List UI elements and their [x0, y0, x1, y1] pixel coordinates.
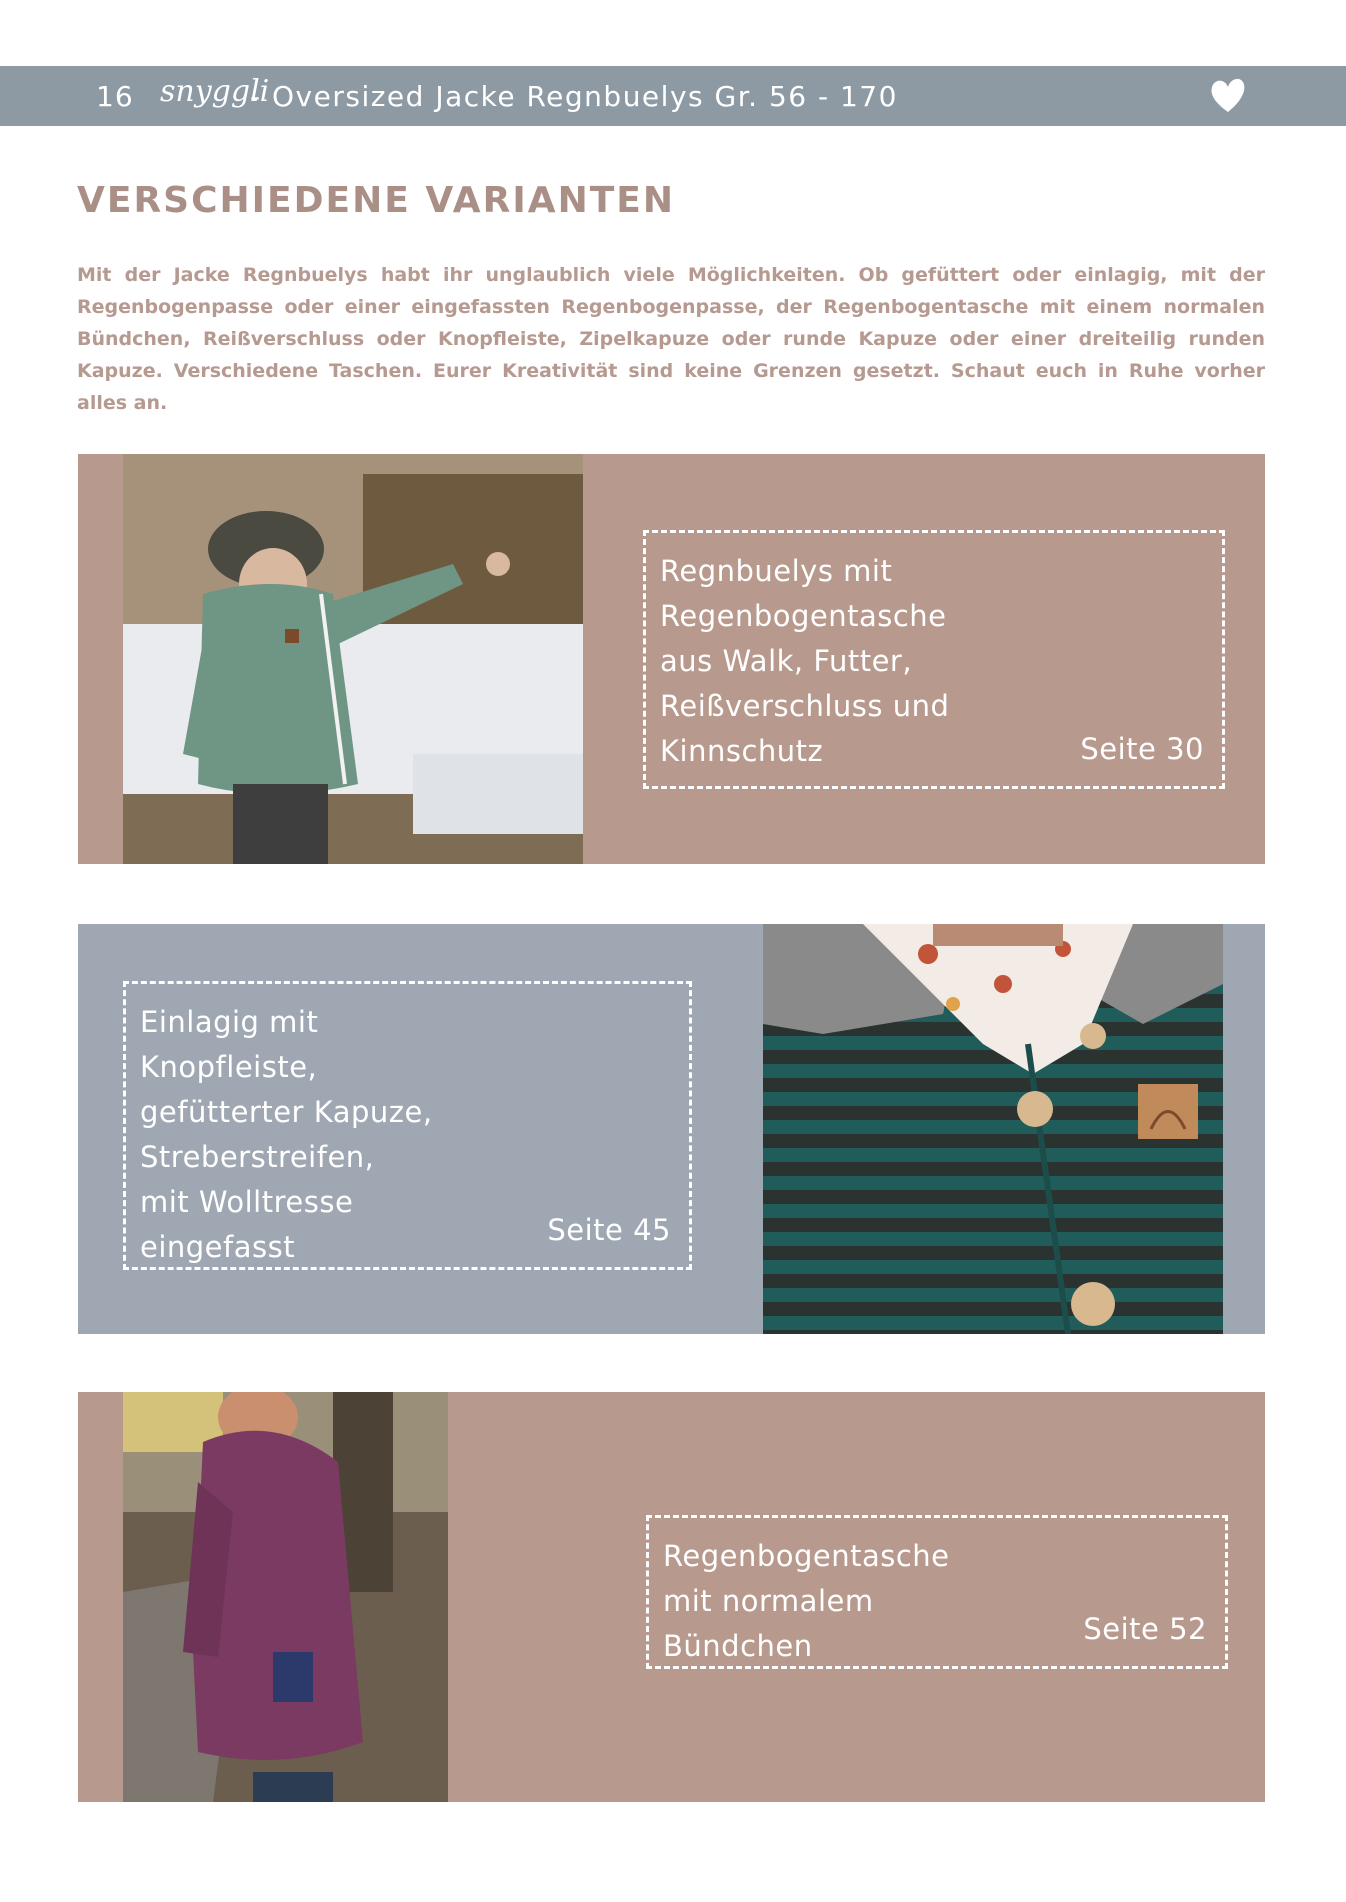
page-number: 16: [96, 80, 134, 113]
variant-1-photo: [123, 454, 583, 864]
header-bar: [0, 66, 1346, 126]
variant-3-text: Regenbogentasche mit normalem Bündchen: [663, 1539, 950, 1663]
section-title: VERSCHIEDENE VARIANTEN: [77, 180, 676, 221]
variant-3-photo: [123, 1392, 448, 1802]
variant-1-text: Regnbuelys mit Regenbogentasche aus Walk, Futter, Reißverschluss und Kinnschutz: [660, 554, 950, 768]
document-title: - Oversized Jacke Regnbuelys Gr. 56 - 170: [250, 80, 898, 113]
variant-panel-2: [78, 924, 1265, 1334]
variant-panel-1: [78, 454, 1265, 864]
variant-panel-3: [78, 1392, 1265, 1802]
heart-icon: [1208, 76, 1248, 116]
variant-2-text: Einlagig mit Knopfleiste, gefütterter Kapuze, Streberstreifen, mit Wolltresse eingefasst: [140, 1005, 433, 1264]
variant-2-page-ref: Seite 45: [547, 1213, 671, 1247]
variant-2-photo: [763, 924, 1223, 1334]
variant-1-description-box: [643, 530, 1225, 789]
variant-3-description-box: [646, 1515, 1228, 1669]
variant-1-page-ref: Seite 30: [1080, 732, 1204, 766]
variant-2-description-box: [123, 981, 692, 1270]
variant-3-page-ref: Seite 52: [1083, 1612, 1207, 1646]
intro-paragraph: Mit der Jacke Regnbuelys habt ihr unglaublich viele Möglichkeiten. Ob gefüttert oder einlagig, mit der Regenbogenpasse oder einer eingefassten Regenbogenpasse, der Regenbogentasche mit einem normalen Bündchen, Reißverschluss oder Knopfleiste, Zipelkapuze oder runde Kapuze oder einer dreiteilig runden Kapuze. Verschiedene Taschen. Eurer Kreativität sind keine Grenzen gesetzt. Schaut euch in Ruhe vorher alles an.: [77, 264, 1265, 414]
brand-logo: snyggli: [160, 74, 270, 109]
